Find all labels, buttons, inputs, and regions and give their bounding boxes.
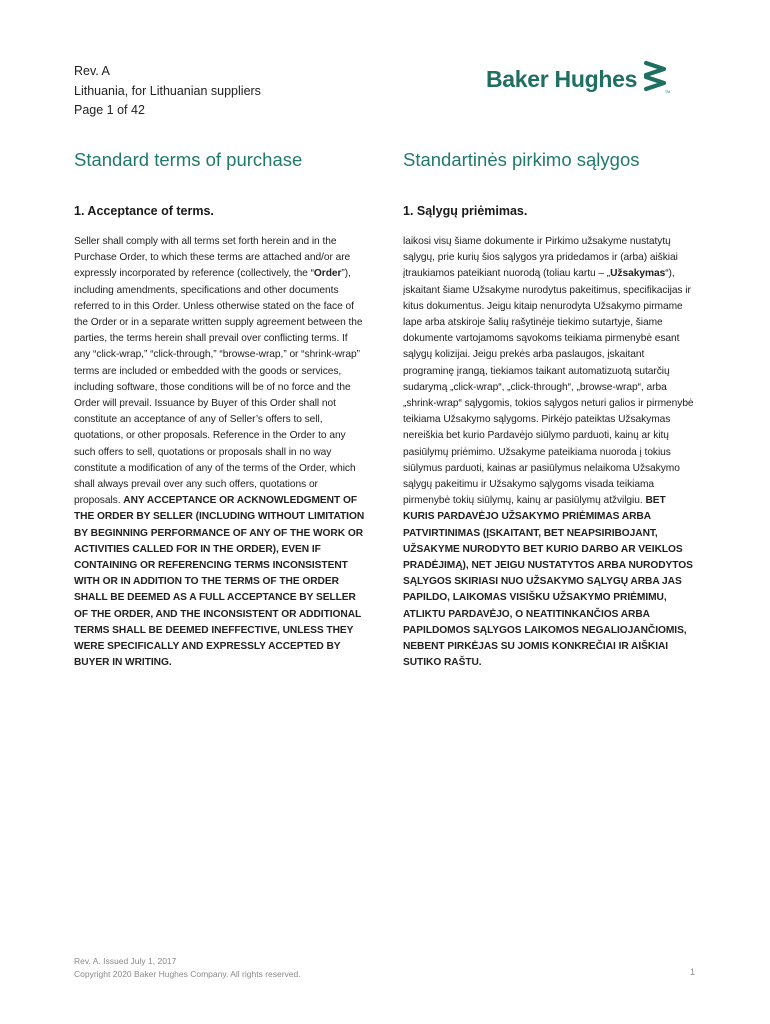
footer-page-number: 1	[690, 967, 696, 977]
lithuanian-title: Standartinės pirkimo sąlygos	[403, 149, 640, 170]
logo-text: Baker Hughes	[486, 66, 638, 92]
english-defined-term: Order	[313, 268, 342, 280]
document-footer	[74, 955, 301, 981]
region-label: Lithuania, for Lithuanian suppliers	[74, 83, 261, 98]
lithuanian-section-heading: 1. Sąlygų priėmimas.	[403, 204, 528, 218]
english-caps-clause: ANY ACCEPTANCE OR ACKNOWLEDGMENT OF THE ORDER BY SELLER (INCLUDING WITHOUT LIMITATION BY BEGINNING PERFORMANCE OF ANY OF THE WORK OR ACTIVITIES CALLED FOR IN THE ORDER), EVEN IF CONTAINING OR REFERENCING TERMS INCONSISTENT WITH OR IN ADDITION TO THE TERMS OF THE ORDER SHALL BE DEEMED AS A FULL ACCEPTANCE BY SELLER OF THE ORDER, AND THE INCONSISTENT OR ADDITIONAL TERMS SHALL BE DEEMED INEFFECTIVE, UNLESS THEY WERE SPECIFICALLY AND EXPRESSLY ACCEPTED BY BUYER IN WRITING.	[74, 495, 365, 669]
lithuanian-body-part-2: “), įskaitant šiame Užsakyme nurodytus pakeitimus, specifikacijas ir kitus dokumentus. Jeigu kitaip nenurodyta Užsakymo pirmame lape arba atskiroje šalių rašytinėje tiekimo sutartyje, šiame dokumente vartojamoms sąvokoms teikiama pirmenybė esant sąlygų kolizijai. Jeigu prekės arba paslaugos, įskaitant programinę įrangą, tiekiamos taikant automatizuotą sutarčių sudarymą „click-wrap“, „click-through“, „browse-wrap“, arba „shrink-wrap“ sąlygomis, tokios sąlygos neturi galios ir pirmenybė teikiama Užsakymo sąlygoms. Pirkėjo pateiktas Užsakymas nereiškia bet kurio Pardavėjo siūlymo parduoti, kainų ar kitų pasiūlymų priėmimo. Užsakyme pateikiama nuoroda į tokius siūlymus parduoti, kainas ar pasiūlymus nelaikoma Užsakymo sąlygų pakeitimu ir Užsakymo sąlygoms visada teikiama pirmenybė tokių siūlymų, kainų ar pasiūlymų atžvilgiu.	[403, 268, 694, 507]
lithuanian-defined-term: Užsakymas	[610, 268, 666, 280]
revision-label: Rev. A	[74, 64, 110, 78]
footer-copyright: Copyright 2020 Baker Hughes Company. All rights reserved.	[74, 969, 301, 979]
english-body-text	[74, 234, 366, 671]
lithuanian-caps-clause: BET KURIS PARDAVĖJO UŽSAKYMO PRIĖMIMAS ARBA PATVIRTINIMAS (ĮSKAITANT, BET NEAPSIRIBOJANT, UŽSAKYME NURODYTO BET KURIO DARBO AR VEIKLOS PRADĖJIMĄ), NET JEIGU NUSTATYTOS ARBA NURODYTOS SĄLYGOS SKIRIASI NUO UŽSAKYMO SĄLYGŲ ARBA JAS PAPILDO, LAIKOMAS VISIŠKU UŽSAKYMO PRIĖMIMU, ATLIKTU PARDAVĖJO, O NEATITINKANČIOS ARBA PAPILDOMOS SĄLYGOS LAIKOMOS NEGALIOJANČIOMIS, NEBENT PIRKĖJAS SU JOMIS KONKREČIAI IR AIŠKIAI SUTIKO RAŠTU.	[403, 495, 693, 669]
company-logo	[486, 60, 670, 99]
english-section-heading: 1. Acceptance of terms.	[74, 204, 214, 218]
lithuanian-body-part-1: laikosi visų šiame dokumente ir Pirkimo užsakyme nustatytų sąlygų, prie kurių šios sąlygos yra pridedamos ir (arba) aiškiai įtraukiamos pateikiant nuorodą (toliau kartu – „	[403, 236, 678, 280]
lithuanian-column	[403, 148, 697, 671]
english-title: Standard terms of purchase	[74, 149, 303, 170]
document-header-meta	[74, 62, 261, 121]
baker-hughes-chevron-icon	[644, 60, 670, 99]
english-body-part-2: ”), including amendments, specifications and other documents referred to in this Order. Unless otherwise stated on the face of the Order or in a separate written supply agreement between the parties, the terms herein shall prevail over conflicting terms. If any “click-wrap,” “click-through,” “browse-wrap,” or “shrink-wrap” terms are included or embedded with the goods or services, including software, those conditions will be of no force and the Order will prevail. Issuance by Buyer of this Order shall not constitute an acceptance of any of Seller’s offers to sell, quotations, or other proposals. Reference in the Order to any such offers to sell, quotations or proposals shall in no way constitute a modification of any of the terms of the Order, which shall always prevail over any such offers, quotations or proposals.	[74, 268, 363, 507]
english-body-part-1: Seller shall comply with all terms set forth herein and in the Purchase Order, to which these terms are attached and/or are expressly incorporated by reference (collectively, the “	[74, 236, 351, 280]
lithuanian-body-text	[403, 234, 697, 671]
page-count-label: Page 1 of 42	[74, 103, 145, 117]
english-column	[74, 148, 366, 671]
svg-text:TM: TM	[665, 90, 671, 94]
footer-issued: Rev. A. Issued July 1, 2017	[74, 956, 177, 966]
